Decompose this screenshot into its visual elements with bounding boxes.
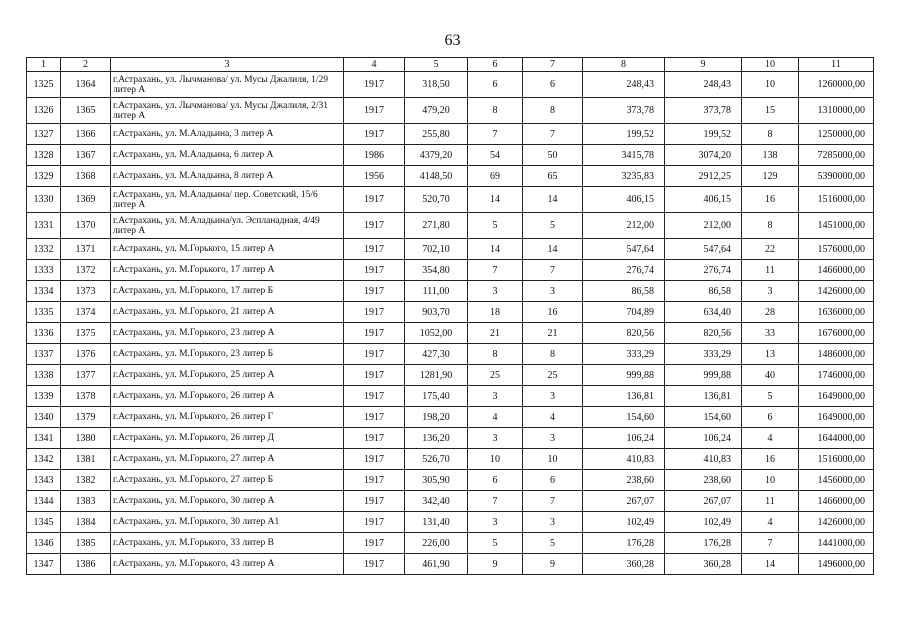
cell-build-year: 1917 — [344, 302, 405, 323]
cell-living-area-alt: 106,24 — [665, 428, 742, 449]
cell-living-area-alt: 634,40 — [665, 302, 742, 323]
cell-object-number: 1370 — [61, 213, 111, 239]
cell-apartments-count-alt: 8 — [523, 98, 583, 124]
cell-cost: 1676000,00 — [799, 323, 874, 344]
table-row — [27, 491, 874, 512]
cell-total-area: 526,70 — [405, 449, 468, 470]
cell-address: г.Астрахань, ул. М.Горького, 27 литер А — [111, 449, 344, 470]
column-header-1: 1 — [27, 58, 61, 72]
cell-build-year: 1917 — [344, 187, 405, 213]
cell-total-area: 131,40 — [405, 512, 468, 533]
cell-residents-count: 4 — [742, 512, 799, 533]
cell-address: г.Астрахань, ул. М.Горького, 15 литер А — [111, 239, 344, 260]
cell-apartments-count: 4 — [468, 407, 523, 428]
cell-address: г.Астрахань, ул. М.Горького, 23 литер Б — [111, 344, 344, 365]
cell-total-area: 903,70 — [405, 302, 468, 323]
cell-address: г.Астрахань, ул. М.Горького, 17 литер А — [111, 260, 344, 281]
cell-apartments-count-alt: 3 — [523, 386, 583, 407]
cell-apartments-count-alt: 4 — [523, 407, 583, 428]
cell-apartments-count: 18 — [468, 302, 523, 323]
cell-object-number: 1366 — [61, 124, 111, 145]
cell-apartments-count-alt: 9 — [523, 554, 583, 575]
cell-apartments-count-alt: 6 — [523, 72, 583, 98]
cell-row-number: 1347 — [27, 554, 61, 575]
column-header-10: 10 — [742, 58, 799, 72]
cell-living-area-alt: 547,64 — [665, 239, 742, 260]
cell-cost: 1466000,00 — [799, 260, 874, 281]
cell-residents-count: 16 — [742, 449, 799, 470]
cell-object-number: 1369 — [61, 187, 111, 213]
cell-cost: 1516000,00 — [799, 187, 874, 213]
cell-living-area-alt: 276,74 — [665, 260, 742, 281]
cell-living-area-alt: 3074,20 — [665, 145, 742, 166]
column-header-6: 6 — [468, 58, 523, 72]
cell-living-area-alt: 373,78 — [665, 98, 742, 124]
cell-residents-count: 7 — [742, 533, 799, 554]
cell-residents-count: 33 — [742, 323, 799, 344]
cell-row-number: 1334 — [27, 281, 61, 302]
cell-residents-count: 10 — [742, 470, 799, 491]
cell-residents-count: 8 — [742, 213, 799, 239]
cell-apartments-count-alt: 14 — [523, 239, 583, 260]
cell-living-area: 704,89 — [583, 302, 665, 323]
cell-cost: 1649000,00 — [799, 386, 874, 407]
cell-object-number: 1375 — [61, 323, 111, 344]
cell-residents-count: 8 — [742, 124, 799, 145]
cell-total-area: 354,80 — [405, 260, 468, 281]
cell-total-area: 4379,20 — [405, 145, 468, 166]
cell-object-number: 1372 — [61, 260, 111, 281]
cell-residents-count: 11 — [742, 491, 799, 512]
cell-apartments-count: 8 — [468, 344, 523, 365]
cell-apartments-count: 8 — [468, 98, 523, 124]
cell-living-area-alt: 154,60 — [665, 407, 742, 428]
cell-residents-count: 22 — [742, 239, 799, 260]
cell-total-area: 305,90 — [405, 470, 468, 491]
cell-object-number: 1384 — [61, 512, 111, 533]
cell-total-area: 427,30 — [405, 344, 468, 365]
cell-build-year: 1917 — [344, 491, 405, 512]
cell-row-number: 1335 — [27, 302, 61, 323]
cell-living-area: 154,60 — [583, 407, 665, 428]
cell-total-area: 198,20 — [405, 407, 468, 428]
cell-row-number: 1337 — [27, 344, 61, 365]
cell-apartments-count: 3 — [468, 512, 523, 533]
cell-build-year: 1917 — [344, 213, 405, 239]
table-row — [27, 281, 874, 302]
cell-address: г.Астрахань, ул. М.Горького, 21 литер А — [111, 302, 344, 323]
cell-living-area-alt: 820,56 — [665, 323, 742, 344]
cell-living-area: 3235,83 — [583, 166, 665, 187]
cell-object-number: 1374 — [61, 302, 111, 323]
table-row — [27, 302, 874, 323]
cell-cost: 1746000,00 — [799, 365, 874, 386]
cell-object-number: 1380 — [61, 428, 111, 449]
cell-build-year: 1917 — [344, 428, 405, 449]
cell-apartments-count-alt: 65 — [523, 166, 583, 187]
cell-total-area: 342,40 — [405, 491, 468, 512]
cell-build-year: 1917 — [344, 260, 405, 281]
table-row — [27, 323, 874, 344]
cell-build-year: 1917 — [344, 365, 405, 386]
cell-cost: 1426000,00 — [799, 281, 874, 302]
cell-cost: 1644000,00 — [799, 428, 874, 449]
cell-total-area: 1281,90 — [405, 365, 468, 386]
cell-address: г.Астрахань, ул. М.Горького, 26 литер Д — [111, 428, 344, 449]
cell-cost: 1516000,00 — [799, 449, 874, 470]
cell-address: г.Астрахань, ул. М.Горького, 43 литер А — [111, 554, 344, 575]
cell-residents-count: 28 — [742, 302, 799, 323]
cell-address: г.Астрахань, ул. Лычманова/ ул. Мусы Джалиля, 2/31 литер А — [111, 98, 344, 124]
cell-object-number: 1378 — [61, 386, 111, 407]
cell-object-number: 1379 — [61, 407, 111, 428]
table-row — [27, 470, 874, 491]
table-row — [27, 365, 874, 386]
cell-living-area: 238,60 — [583, 470, 665, 491]
cell-object-number: 1373 — [61, 281, 111, 302]
table-row — [27, 386, 874, 407]
cell-build-year: 1917 — [344, 449, 405, 470]
cell-cost: 1486000,00 — [799, 344, 874, 365]
cell-living-area: 360,28 — [583, 554, 665, 575]
cell-row-number: 1342 — [27, 449, 61, 470]
cell-row-number: 1329 — [27, 166, 61, 187]
table-row — [27, 187, 874, 213]
cell-apartments-count: 10 — [468, 449, 523, 470]
cell-object-number: 1386 — [61, 554, 111, 575]
cell-residents-count: 10 — [742, 72, 799, 98]
cell-total-area: 702,10 — [405, 239, 468, 260]
cell-living-area: 3415,78 — [583, 145, 665, 166]
table-row — [27, 344, 874, 365]
cell-address: г.Астрахань, ул. М.Горького, 33 литер В — [111, 533, 344, 554]
cell-apartments-count-alt: 16 — [523, 302, 583, 323]
cell-cost: 1649000,00 — [799, 407, 874, 428]
table-body — [27, 72, 874, 575]
cell-total-area: 520,70 — [405, 187, 468, 213]
cell-apartments-count: 5 — [468, 533, 523, 554]
cell-residents-count: 6 — [742, 407, 799, 428]
cell-build-year: 1917 — [344, 239, 405, 260]
cell-object-number: 1367 — [61, 145, 111, 166]
table-header-row — [27, 58, 874, 72]
cell-apartments-count: 7 — [468, 124, 523, 145]
cell-address: г.Астрахань, ул. М.Горького, 26 литер Г — [111, 407, 344, 428]
cell-row-number: 1340 — [27, 407, 61, 428]
table-row — [27, 166, 874, 187]
cell-living-area-alt: 333,29 — [665, 344, 742, 365]
cell-apartments-count: 69 — [468, 166, 523, 187]
cell-cost: 1636000,00 — [799, 302, 874, 323]
cell-apartments-count: 25 — [468, 365, 523, 386]
cell-address: г.Астрахань, ул. М.Горького, 30 литер А — [111, 491, 344, 512]
cell-object-number: 1382 — [61, 470, 111, 491]
cell-build-year: 1917 — [344, 470, 405, 491]
cell-address: г.Астрахань, ул. М.Горького, 27 литер Б — [111, 470, 344, 491]
cell-row-number: 1343 — [27, 470, 61, 491]
cell-row-number: 1346 — [27, 533, 61, 554]
cell-total-area: 4148,50 — [405, 166, 468, 187]
cell-apartments-count: 21 — [468, 323, 523, 344]
cell-total-area: 136,20 — [405, 428, 468, 449]
cell-row-number: 1336 — [27, 323, 61, 344]
column-header-3: 3 — [111, 58, 344, 72]
cell-total-area: 461,90 — [405, 554, 468, 575]
cell-apartments-count: 3 — [468, 281, 523, 302]
cell-apartments-count-alt: 8 — [523, 344, 583, 365]
cell-object-number: 1368 — [61, 166, 111, 187]
cell-living-area: 373,78 — [583, 98, 665, 124]
cell-living-area-alt: 406,15 — [665, 187, 742, 213]
cell-apartments-count-alt: 7 — [523, 124, 583, 145]
table-row — [27, 145, 874, 166]
cell-cost: 1456000,00 — [799, 470, 874, 491]
cell-row-number: 1326 — [27, 98, 61, 124]
cell-apartments-count-alt: 7 — [523, 260, 583, 281]
cell-build-year: 1986 — [344, 145, 405, 166]
column-header-4: 4 — [344, 58, 405, 72]
cell-address: г.Астрахань, ул. М.Горького, 25 литер А — [111, 365, 344, 386]
cell-residents-count: 11 — [742, 260, 799, 281]
cell-residents-count: 138 — [742, 145, 799, 166]
cell-total-area: 1052,00 — [405, 323, 468, 344]
cell-row-number: 1338 — [27, 365, 61, 386]
cell-living-area-alt: 199,52 — [665, 124, 742, 145]
cell-living-area-alt: 248,43 — [665, 72, 742, 98]
column-header-5: 5 — [405, 58, 468, 72]
table-row — [27, 449, 874, 470]
cell-living-area: 106,24 — [583, 428, 665, 449]
cell-living-area: 212,00 — [583, 213, 665, 239]
cell-build-year: 1917 — [344, 323, 405, 344]
cell-apartments-count-alt: 25 — [523, 365, 583, 386]
cell-cost: 1451000,00 — [799, 213, 874, 239]
cell-row-number: 1325 — [27, 72, 61, 98]
cell-address: г.Астрахань, ул. М.Горького, 17 литер Б — [111, 281, 344, 302]
cell-build-year: 1917 — [344, 281, 405, 302]
cell-apartments-count: 5 — [468, 213, 523, 239]
cell-living-area: 199,52 — [583, 124, 665, 145]
cell-address: г.Астрахань, ул. М.Аладьина/ул. Эспланадная, 4/49 литер А — [111, 213, 344, 239]
cell-address: г.Астрахань, ул. М.Аладьина, 8 литер А — [111, 166, 344, 187]
table-row — [27, 428, 874, 449]
cell-residents-count: 40 — [742, 365, 799, 386]
cell-total-area: 479,20 — [405, 98, 468, 124]
cell-build-year: 1917 — [344, 512, 405, 533]
column-header-8: 8 — [583, 58, 665, 72]
table-row — [27, 239, 874, 260]
cell-living-area-alt: 102,49 — [665, 512, 742, 533]
cell-apartments-count: 6 — [468, 72, 523, 98]
cell-apartments-count-alt: 3 — [523, 281, 583, 302]
cell-row-number: 1331 — [27, 213, 61, 239]
cell-residents-count: 4 — [742, 428, 799, 449]
cell-build-year: 1917 — [344, 554, 405, 575]
cell-object-number: 1371 — [61, 239, 111, 260]
cell-apartments-count-alt: 3 — [523, 512, 583, 533]
cell-living-area: 820,56 — [583, 323, 665, 344]
cell-total-area: 175,40 — [405, 386, 468, 407]
cell-apartments-count: 54 — [468, 145, 523, 166]
column-header-2: 2 — [61, 58, 111, 72]
cell-apartments-count: 14 — [468, 239, 523, 260]
cell-apartments-count-alt: 5 — [523, 213, 583, 239]
cell-build-year: 1956 — [344, 166, 405, 187]
table-row — [27, 213, 874, 239]
cell-total-area: 111,00 — [405, 281, 468, 302]
cell-row-number: 1327 — [27, 124, 61, 145]
cell-apartments-count: 7 — [468, 491, 523, 512]
column-header-9: 9 — [665, 58, 742, 72]
cell-apartments-count-alt: 10 — [523, 449, 583, 470]
cell-cost: 7285000,00 — [799, 145, 874, 166]
cell-residents-count: 15 — [742, 98, 799, 124]
cell-object-number: 1364 — [61, 72, 111, 98]
cell-row-number: 1339 — [27, 386, 61, 407]
cell-cost: 1250000,00 — [799, 124, 874, 145]
cell-apartments-count-alt: 3 — [523, 428, 583, 449]
cell-cost: 1260000,00 — [799, 72, 874, 98]
cell-apartments-count-alt: 21 — [523, 323, 583, 344]
cell-living-area: 176,28 — [583, 533, 665, 554]
cell-address: г.Астрахань, ул. М.Аладьина/ пер. Советский, 15/6 литер А — [111, 187, 344, 213]
table-row — [27, 124, 874, 145]
cell-row-number: 1341 — [27, 428, 61, 449]
cell-living-area: 102,49 — [583, 512, 665, 533]
cell-apartments-count: 3 — [468, 386, 523, 407]
cell-residents-count: 3 — [742, 281, 799, 302]
cell-apartments-count-alt: 7 — [523, 491, 583, 512]
cell-living-area-alt: 238,60 — [665, 470, 742, 491]
cell-cost: 1441000,00 — [799, 533, 874, 554]
cell-object-number: 1377 — [61, 365, 111, 386]
table-row — [27, 98, 874, 124]
cell-row-number: 1344 — [27, 491, 61, 512]
cell-living-area-alt: 410,83 — [665, 449, 742, 470]
cell-apartments-count-alt: 6 — [523, 470, 583, 491]
cell-living-area: 267,07 — [583, 491, 665, 512]
cell-cost: 1576000,00 — [799, 239, 874, 260]
cell-living-area-alt: 176,28 — [665, 533, 742, 554]
cell-address: г.Астрахань, ул. М.Аладьина, 3 литер А — [111, 124, 344, 145]
cell-living-area-alt: 999,88 — [665, 365, 742, 386]
table-row — [27, 407, 874, 428]
column-header-7: 7 — [523, 58, 583, 72]
cell-living-area-alt: 360,28 — [665, 554, 742, 575]
cell-apartments-count-alt: 14 — [523, 187, 583, 213]
cell-address: г.Астрахань, ул. М.Горького, 26 литер А — [111, 386, 344, 407]
cell-total-area: 318,50 — [405, 72, 468, 98]
cell-residents-count: 5 — [742, 386, 799, 407]
cell-living-area-alt: 267,07 — [665, 491, 742, 512]
cell-build-year: 1917 — [344, 98, 405, 124]
cell-apartments-count: 6 — [468, 470, 523, 491]
cell-living-area-alt: 2912,25 — [665, 166, 742, 187]
cell-build-year: 1917 — [344, 124, 405, 145]
cell-total-area: 255,80 — [405, 124, 468, 145]
cell-row-number: 1333 — [27, 260, 61, 281]
table-row — [27, 554, 874, 575]
cell-cost: 1310000,00 — [799, 98, 874, 124]
cell-cost: 1496000,00 — [799, 554, 874, 575]
cell-apartments-count: 14 — [468, 187, 523, 213]
cell-apartments-count: 7 — [468, 260, 523, 281]
cell-living-area-alt: 86,58 — [665, 281, 742, 302]
cell-apartments-count: 9 — [468, 554, 523, 575]
cell-residents-count: 16 — [742, 187, 799, 213]
cell-address: г.Астрахань, ул. М.Аладьина, 6 литер А — [111, 145, 344, 166]
cell-row-number: 1332 — [27, 239, 61, 260]
cell-object-number: 1376 — [61, 344, 111, 365]
cell-object-number: 1381 — [61, 449, 111, 470]
column-header-11: 11 — [799, 58, 874, 72]
cell-address: г.Астрахань, ул. М.Горького, 30 литер А1 — [111, 512, 344, 533]
cell-living-area: 136,81 — [583, 386, 665, 407]
cell-row-number: 1345 — [27, 512, 61, 533]
cell-address: г.Астрахань, ул. Лычманова/ ул. Мусы Джалиля, 1/29 литер А — [111, 72, 344, 98]
cell-object-number: 1365 — [61, 98, 111, 124]
cell-object-number: 1383 — [61, 491, 111, 512]
table-row — [27, 512, 874, 533]
cell-living-area-alt: 136,81 — [665, 386, 742, 407]
cell-row-number: 1328 — [27, 145, 61, 166]
page-number: 63 — [444, 32, 461, 49]
cell-build-year: 1917 — [344, 72, 405, 98]
cell-living-area: 333,29 — [583, 344, 665, 365]
cell-living-area: 276,74 — [583, 260, 665, 281]
table-row — [27, 260, 874, 281]
cell-apartments-count-alt: 5 — [523, 533, 583, 554]
table-row — [27, 533, 874, 554]
cell-build-year: 1917 — [344, 344, 405, 365]
cell-total-area: 226,00 — [405, 533, 468, 554]
table-row — [27, 72, 874, 98]
cell-apartments-count: 3 — [468, 428, 523, 449]
cell-build-year: 1917 — [344, 533, 405, 554]
cell-living-area: 999,88 — [583, 365, 665, 386]
cell-build-year: 1917 — [344, 407, 405, 428]
cell-cost: 1466000,00 — [799, 491, 874, 512]
cell-living-area: 248,43 — [583, 72, 665, 98]
cell-build-year: 1917 — [344, 386, 405, 407]
cell-row-number: 1330 — [27, 187, 61, 213]
cell-total-area: 271,80 — [405, 213, 468, 239]
cell-cost: 1426000,00 — [799, 512, 874, 533]
cell-address: г.Астрахань, ул. М.Горького, 23 литер А — [111, 323, 344, 344]
housing-registry-table — [26, 57, 874, 575]
cell-cost: 5390000,00 — [799, 166, 874, 187]
cell-living-area: 86,58 — [583, 281, 665, 302]
cell-residents-count: 14 — [742, 554, 799, 575]
cell-residents-count: 13 — [742, 344, 799, 365]
cell-object-number: 1385 — [61, 533, 111, 554]
cell-living-area-alt: 212,00 — [665, 213, 742, 239]
cell-living-area: 406,15 — [583, 187, 665, 213]
cell-residents-count: 129 — [742, 166, 799, 187]
cell-living-area: 410,83 — [583, 449, 665, 470]
cell-apartments-count-alt: 50 — [523, 145, 583, 166]
cell-living-area: 547,64 — [583, 239, 665, 260]
